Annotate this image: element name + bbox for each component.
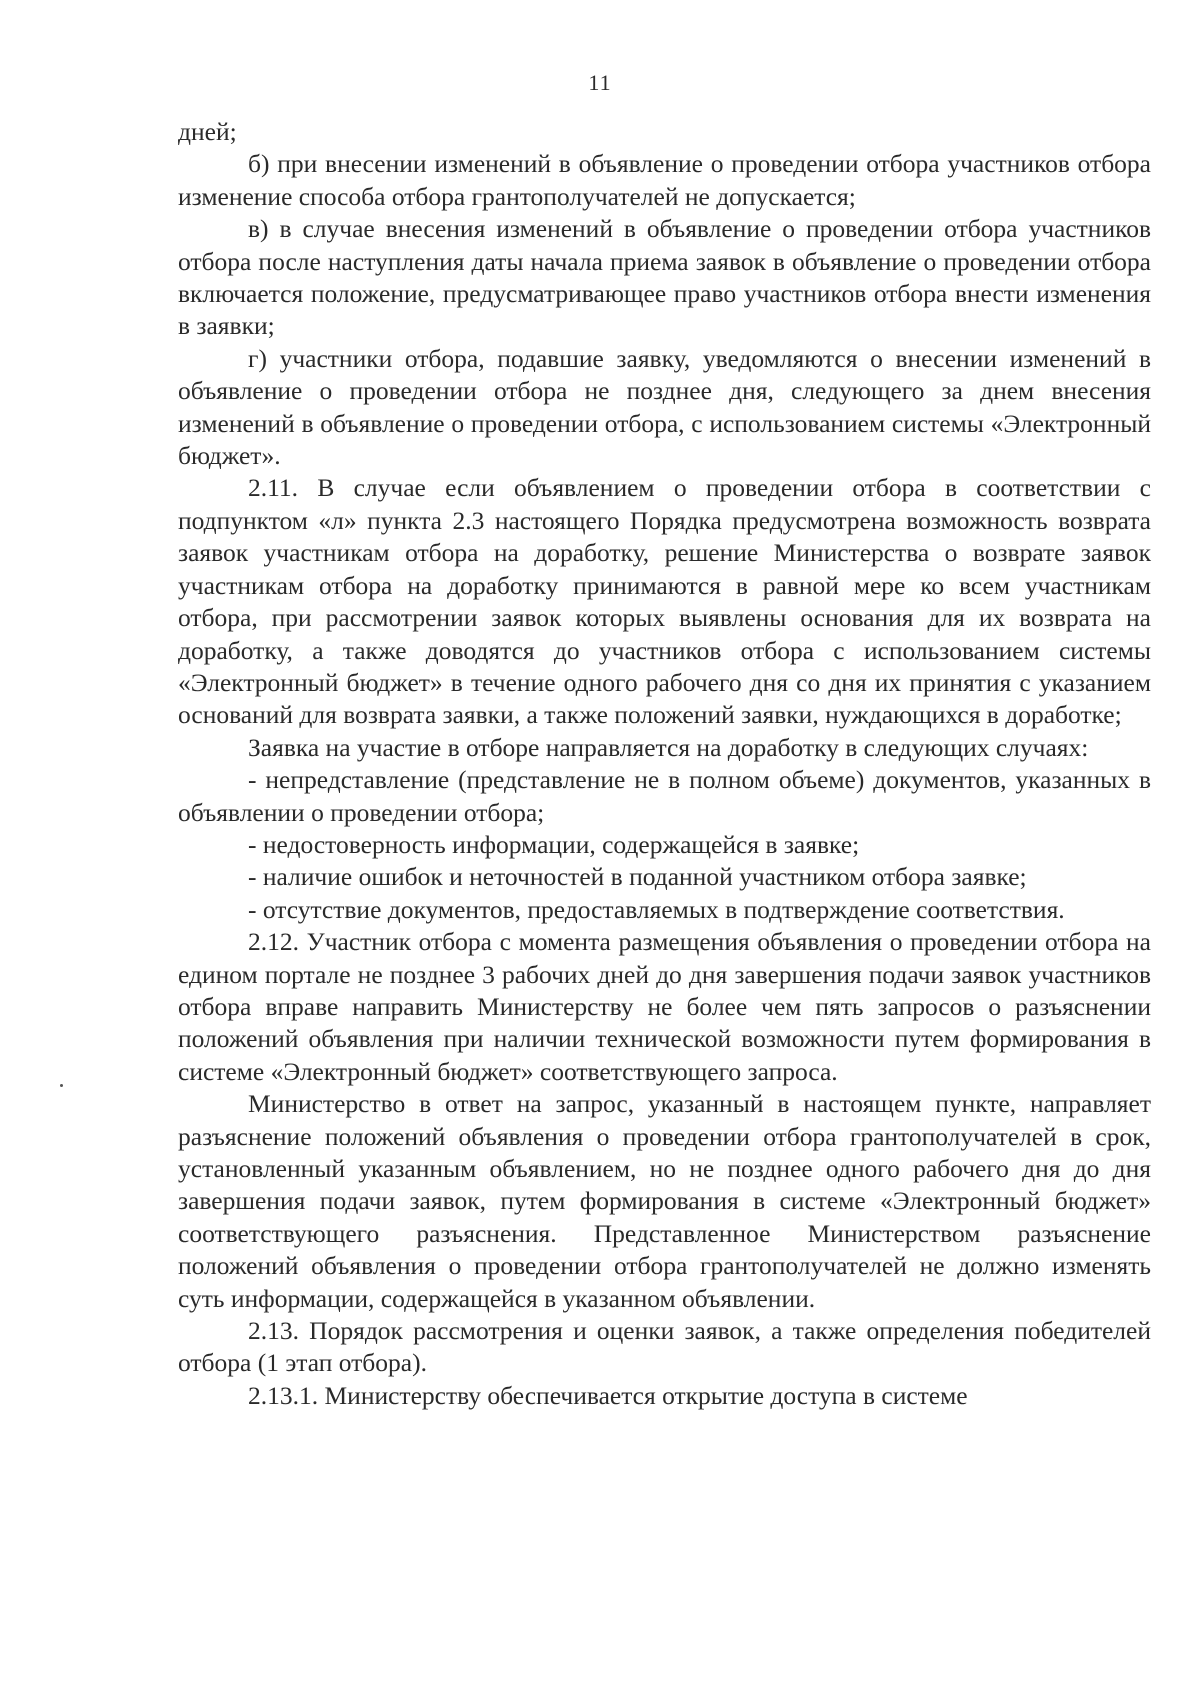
page-number: 11	[588, 70, 612, 95]
list-item: - наличие ошибок и неточностей в поданной участником отбора заявке;	[248, 862, 1027, 892]
paragraph-return-cases: Заявка на участие в отборе направляется на доработку в следующих случаях:	[248, 732, 1089, 762]
list-item: - непредставление (представление не в полном объеме) документов, указанных в объявлении о проведении отбора;	[178, 765, 1151, 827]
paragraph-section-2-11: 2.11. В случае если объявлением о проведении отбора в соответствии с подпунктом «л» пункта 2.3 настоящего Порядка предусмотрена возможность возврата заявок участникам отбора на доработку, решение Министерства о возврате заявок участникам отбора на доработку принимаются в равной мере ко всем участникам отбора, при рассмотрении заявок которых выявлены основания для их возврата на доработку, а также доводятся до участников отбора с использованием системы «Электронный бюджет» в течение одного рабочего дня со дня их принятия с указанием оснований для возврата заявки, а также положений заявки, нуждающихся в доработке;	[178, 473, 1151, 730]
paragraph-section-2-13-1: 2.13.1. Министерству обеспечивается открытие доступа в системе	[248, 1380, 968, 1410]
paragraph-item-b: б) при внесении изменений в объявление о проведении отбора участников отбора изменение способа отбора грантополучателей не допускается;	[178, 149, 1151, 211]
list-item: - отсутствие документов, предоставляемых в подтверждение соответствия.	[248, 894, 1065, 924]
scan-speck	[60, 1084, 63, 1087]
paragraph-section-2-12: 2.12. Участник отбора с момента размещения объявления о проведении отбора на едином портале не позднее 3 рабочих дней до дня завершения подачи заявок участников отбора вправе направить Министерству не более чем пять запросов о разъяснении положений объявления при наличии технической возможности путем формирования в системе «Электронный бюджет» соответствующего запроса.	[178, 927, 1151, 1086]
paragraph-section-2-13: 2.13. Порядок рассмотрения и оценки заявок, а также определения победителей отбора (1 этап отбора).	[178, 1316, 1151, 1378]
list-item: - недостоверность информации, содержащейся в заявке;	[248, 829, 860, 859]
document-body	[178, 116, 1151, 1412]
paragraph-continuation: дней;	[178, 117, 237, 146]
paragraph-item-g: г) участники отбора, подавшие заявку, уведомляются о внесении изменений в объявление о проведении отбора не позднее дня, следующего за днем внесения изменений в объявление о проведении отбора, с использованием системы «Электронный бюджет».	[178, 343, 1151, 471]
paragraph-ministry-response: Министерство в ответ на запрос, указанный в настоящем пункте, направляет разъяснение положений объявления о проведении отбора грантополучателей в срок, установленный указанным объявлением, но не позднее одного рабочего дня до дня завершения подачи заявок, путем формирования в системе «Электронный бюджет» соответствующего разъяснения. Представленное Министерством разъяснение положений объявления о проведении отбора грантополучателей не должно изменять суть информации, содержащейся в указанном объявлении.	[178, 1089, 1151, 1313]
paragraph-item-v: в) в случае внесения изменений в объявление о проведении отбора участников отбора после наступления даты начала приема заявок в объявление о проведении отбора включается положение, предусматривающее право участников отбора внести изменения в заявки;	[178, 214, 1151, 341]
